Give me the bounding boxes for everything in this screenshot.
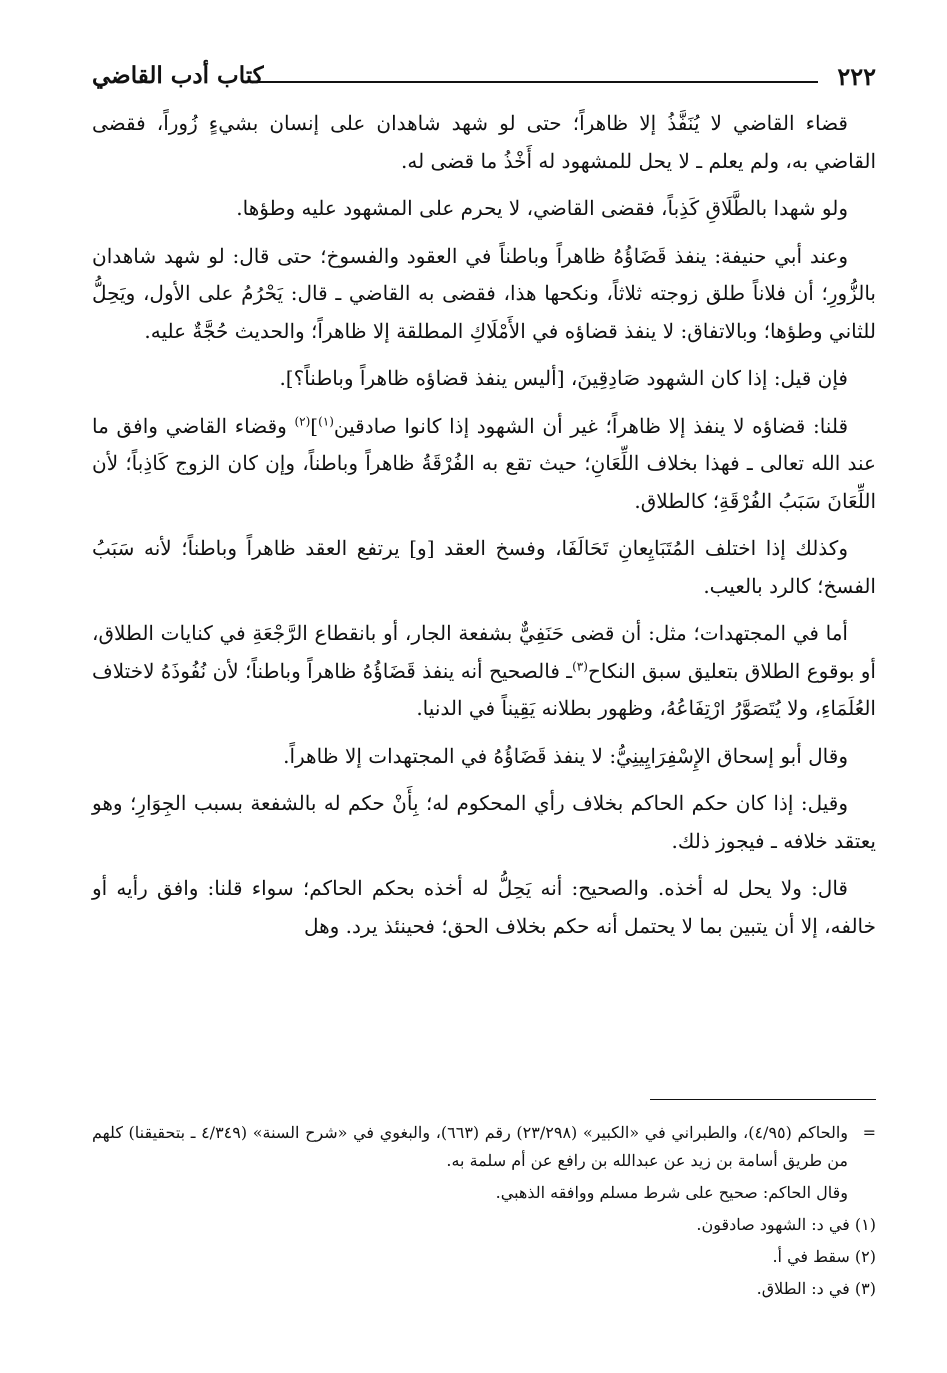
footnote-note: وقال الحاكم: صحيح على شرط مسلم ووافقه الذهبي.: [495, 1183, 848, 1202]
paragraph: وقيل: إذا كان حكم الحاكم بخلاف رأي المحكوم له؛ بِأَنْ حكم له بالشفعة بسبب الجِوَارِ؛ وهو يعتقد خلافه ـ فيجوز ذلك.: [92, 791, 876, 853]
header-rule: [252, 81, 818, 83]
paragraph: ولو شهدا بالطَّلَاقِ كَذِباً، فقضى القاضي، لا يحرم على المشهود عليه وطؤها.: [236, 196, 848, 220]
paragraph: [92, 615, 876, 728]
footnote-continuation: [92, 1119, 876, 1175]
bracket-mark: ]: [310, 413, 319, 438]
running-title: كتاب أدب القاضي: [92, 62, 264, 89]
paragraph: [92, 408, 876, 521]
footnote-1: (١) في د: الشهود صادقون.: [696, 1215, 876, 1234]
paragraph: قال: ولا يحل له أخذه. والصحيح: أنه يَحِلُّ له أخذه بحكم الحاكم؛ سواء قلنا: وافق رأيه أو خالفه، إلا أن يتبين بما لا يحتمل أنه حكم بخلاف الحق؛ فحينئذ يرد. وهل: [92, 876, 876, 938]
footnote-text: والحاكم (٤/٩٥)، والطبراني في «الكبير» (٢٣/٢٩٨) رقم (٦٦٣)، والبغوي في «شرح السنة» (٤/٣٤٩ ـ بتحقيقنا) كلهم من طريق أسامة بن زيد عن عبدالله بن رافع عن أم سلمة به.: [92, 1123, 849, 1170]
page-number: ٢٢٢: [837, 62, 876, 91]
footnote-3: (٣) في د: الطلاق.: [756, 1279, 876, 1298]
page-header: [92, 62, 876, 98]
continuation-mark: =: [862, 1123, 876, 1142]
footnote-separator: [650, 1099, 876, 1100]
paragraph: وقال أبو إسحاق الإِسْفِرَايِينِيُّ: لا ينفذ قَضَاؤُهُ في المجتهدات إلا ظاهراً.: [283, 743, 848, 768]
paragraph-text: قلنا: قضاؤه لا ينفذ إلا ظاهراً؛ غير أن الشهود إذا كانوا صادقين: [333, 413, 849, 438]
paragraph: وكذلك إذا اختلف المُتَبَايِعانِ تَحَالَفَا، وفسخ العقد [و] يرتفع العقد ظاهراً وباطناً؛ لأنه سَبَبُ الفسخ؛ كالرد بالعيب.: [92, 536, 876, 598]
paragraph-text: أما في المجتهدات؛ مثل: أن قضى حَنَفِيٌّ بشفعة الجار، أو بانقطاع الرَّجْعَةِ في كنايات الطلاق، أو بوقوع الطلاق بتعليق سبق النكاح: [92, 621, 876, 683]
paragraph: قضاء القاضي لا يُنَفَّذُ إلا ظاهراً؛ حتى لو شهد شاهدان على إنسان بشيءٍ زُوراً، فقضى القاضي به، ولم يعلم ـ لا يحل للمشهود له أَخْذُ ما قضى له.: [92, 111, 876, 173]
paragraph-text: ـ فالصحيح أنه ينفذ قَضَاؤُهُ ظاهراً وباطناً؛ لأن نُفُوذَهُ لاختلاف العُلَمَاءِ، ولا يُتَصَوَّرُ ارْتِفَاعُهُ، وظهور بطلانه يَقِيناً في الدنيا.: [92, 658, 876, 720]
paragraph: وعند أبي حنيفة: ينفذ قَضَاؤُهُ ظاهراً وباطناً في العقود والفسوخ؛ حتى قال: لو شهد شاهدان بالزُّورِ؛ أن فلاناً طلق زوجته ثلاثاً، ونكحها هذا، فقضى به القاضي ـ قال: يَحْرُمُ على الأول، ويَحِلُّ للثاني وطؤها؛ وبالاتفاق: لا ينفذ قضاؤه في الأَمْلَاكِ المطلقة إلا ظاهراً؛ والحديث حُجَّةٌ عليه.: [92, 243, 876, 343]
footnote-ref: (١): [318, 413, 334, 428]
footnote-ref: (٢): [294, 413, 311, 428]
footnote-ref: (٣): [572, 658, 588, 673]
paragraph: فإن قيل: إذا كان الشهود صَادِقِينَ، [أليس ينفذ قضاؤه ظاهراً وباطناً؟].: [279, 366, 848, 390]
main-text: [92, 105, 876, 955]
footnote-2: (٢) سقط في أ.: [772, 1247, 876, 1266]
paragraph-text: وقضاء القاضي وافق ما عند الله تعالى ـ فهذا بخلاف اللِّعَانِ؛ حيث تقع به الفُرْقَةُ ظاهراً وباطناً، وإن كان الزوج كَاذِباً؛ لأن اللِّعَانَ سَبَبُ الفُرْقَةِ؛ كالطلاق.: [92, 413, 876, 513]
footnotes: [92, 1119, 876, 1307]
